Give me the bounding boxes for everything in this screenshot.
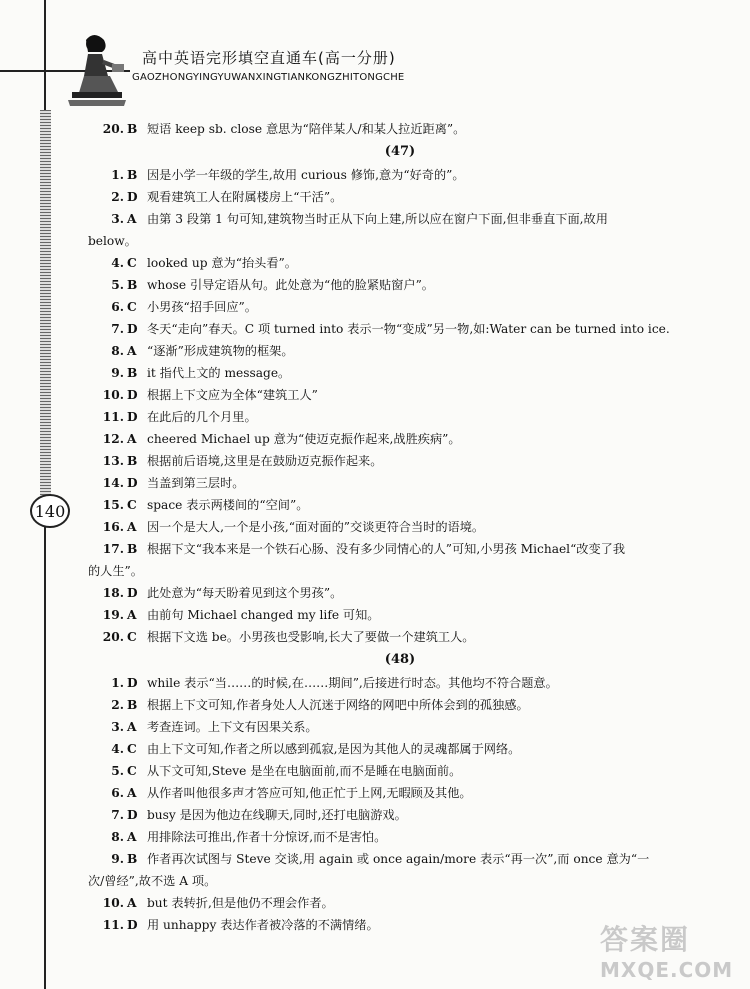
question-number: 17. [102,542,124,556]
explanation-text: 冬天“走向”春天。C 项 turned into 表示一物“变成”另一物,如:Water can be turned into ice. [147,322,670,336]
explanation-text: 从作者叫他很多声才答应可知,他正忙于上网,无暇顾及其他。 [147,786,472,800]
answer-line [88,450,712,472]
answer-line [88,252,712,274]
explanation-text: 用排除法可推出,作者十分惊讶,而不是害怕。 [147,830,387,844]
explanation-text: 观看建筑工人在附属楼房上“干活”。 [147,190,343,204]
watermark [600,918,740,984]
explanation-text: 根据上下文应为全体“建筑工人” [147,388,318,402]
question-number: 13. [102,454,124,468]
explanation-text: 因一个是大人,一个是小孩,“面对面的”交谈更符合当时的语境。 [147,520,485,534]
answer-letter: B [127,366,138,380]
explanation-text: looked up 意为“抬头看”。 [147,256,297,270]
explanation-text: 用 unhappy 表达作者被冷落的不满情绪。 [147,918,379,932]
question-number: 16. [102,520,124,534]
question-number: 8. [111,344,124,358]
explanation-text: 根据前后语境,这里是在鼓励迈克振作起来。 [147,454,383,468]
answer-line [88,118,712,140]
explanation-text: 根据下文选 be。小男孩也受影响,长大了要做一个建筑工人。 [147,630,475,644]
answer-letter: D [127,322,138,336]
answer-line [88,208,712,230]
answer-letter: B [127,278,138,292]
answer-letter: A [127,720,137,734]
question-number: 19. [102,608,124,622]
explanation-text: whose 引导定语从句。此处意为“他的脸紧贴窗户”。 [147,278,434,292]
question-number: 20. [102,122,124,136]
question-number: 4. [111,742,124,756]
question-number: 7. [111,322,124,336]
book-title: 高中英语完形填空直通车(高一分册) [142,49,396,67]
answer-explanations [88,118,712,936]
answer-letter: A [127,608,137,622]
answer-letter: B [127,122,138,136]
answer-line [88,384,712,406]
answer-line [88,626,712,648]
explanation-text: 在此后的几个月里。 [147,410,257,424]
answer-letter: A [127,896,137,910]
answer-line [88,760,712,782]
explanation-continuation: 的人生”。 [88,564,143,578]
answer-line [88,892,712,914]
question-number: 7. [111,808,124,822]
explanation-text: 此处意为“每天盼着见到这个男孩”。 [147,586,343,600]
answer-line [88,694,712,716]
page-number [30,494,70,528]
answer-line [88,516,712,538]
answer-letter: D [127,808,138,822]
answer-letter: D [127,410,138,424]
explanation-continuation: below。 [88,234,137,248]
answer-letter: A [127,344,137,358]
answer-line [88,428,712,450]
explanation-continuation: 次/曾经”,故不选 A 项。 [88,874,217,888]
answer-letter: B [127,698,138,712]
watermark-url: MXQE.COM [600,958,734,982]
question-number: 5. [111,764,124,778]
question-number: 10. [102,388,124,402]
question-number: 6. [111,300,124,314]
explanation-text: 根据上下文可知,作者身处人人沉迷于网络的网吧中所体会到的孤独感。 [147,698,529,712]
book-title-pinyin: GAOZHONGYINGYUWANXINGTIANKONGZHITONGCHE [132,72,405,83]
answer-letter: C [127,742,137,756]
answer-letter: B [127,852,138,866]
answer-letter: C [127,764,137,778]
question-number: 6. [111,786,124,800]
question-number: 12. [102,432,124,446]
answer-line [88,186,712,208]
explanation-text: 因是小学一年级的学生,故用 curious 修饰,意为“好奇的”。 [147,168,465,182]
answer-letter: D [127,676,138,690]
answer-letter: D [127,388,138,402]
question-number: 9. [111,366,124,380]
explanation-text: busy 是因为他边在线聊天,同时,还打电脑游戏。 [147,808,407,822]
answer-letter: C [127,256,137,270]
answer-line [88,274,712,296]
answer-letter: A [127,830,137,844]
answer-letter: D [127,586,138,600]
explanation-text: 由上下文可知,作者之所以感到孤寂,是因为其他人的灵魂都属于网络。 [147,742,521,756]
answer-letter: B [127,542,138,556]
watermark-title: 答案圈 [600,923,691,956]
answer-line [88,604,712,626]
answer-letter: D [127,476,138,490]
answer-line [88,782,712,804]
answer-letter: A [127,786,137,800]
question-number: 14. [102,476,124,490]
explanation-text: 考查连词。上下文有因果关系。 [147,720,318,734]
explanation-text: 当盖到第三层时。 [147,476,245,490]
question-number: 3. [111,720,124,734]
question-number: 11. [102,918,124,932]
answer-letter: A [127,432,137,446]
answer-letter: C [127,300,137,314]
answer-line [88,804,712,826]
question-number: 5. [111,278,124,292]
explanation-text: while 表示“当……的时候,在……期间”,后接进行时态。其他均不符合题意。 [147,676,558,690]
question-number: 1. [111,168,124,182]
explanation-text: 由前句 Michael changed my life 可知。 [147,608,380,622]
explanation-text: cheered Michael up 意为“使迈克振作起来,战胜疾病”。 [147,432,461,446]
section-heading: (48) [384,652,416,667]
answer-line [88,582,712,604]
explanation-text: 根据下文“我本来是一个铁石心肠、没有多少同情心的人”可知,小男孩 Michael“改变了我 [147,542,626,556]
question-number: 2. [111,190,124,204]
answer-line [88,494,712,516]
explanation-text: 短语 keep sb. close 意思为“陪伴某人/和某人拉近距离”。 [147,122,466,136]
answer-line [88,738,712,760]
reading-girl-illustration [64,30,130,108]
answer-line [88,826,712,848]
answer-letter: B [127,168,138,182]
question-number: 1. [111,676,124,690]
question-number: 3. [111,212,124,226]
question-number: 9. [111,852,124,866]
answer-letter: C [127,498,137,512]
question-number: 20. [102,630,124,644]
answer-line [88,672,712,694]
explanation-text: 小男孩“招手回应”。 [147,300,257,314]
explanation-text: “逐渐”形成建筑物的框架。 [147,344,294,358]
margin-decorative-strip [40,110,51,500]
question-number: 2. [111,698,124,712]
explanation-text: 从下文可知,Steve 是坐在电脑面前,而不是睡在电脑面前。 [147,764,462,778]
explanation-text: 作者再次试图与 Steve 交谈,用 again 或 once again/more 表示“再一次”,而 once 意为“一 [147,852,650,866]
answer-letter: A [127,520,137,534]
answer-letter: C [127,630,137,644]
explanation-text: 由第 3 段第 1 句可知,建筑物当时正从下向上建,所以应在窗户下面,但非垂直下面,故用 [147,212,608,226]
answer-line [88,164,712,186]
section-heading: (47) [384,144,416,159]
answer-letter: D [127,190,138,204]
answer-line [88,472,712,494]
answer-letter: A [127,212,137,226]
answer-letter: B [127,454,138,468]
question-number: 8. [111,830,124,844]
answer-line [88,296,712,318]
question-number: 18. [102,586,124,600]
answer-line [88,340,712,362]
answer-letter: D [127,918,138,932]
answer-line [88,848,712,870]
answer-line [88,406,712,428]
question-number: 11. [102,410,124,424]
question-number: 15. [102,498,124,512]
question-number: 10. [102,896,124,910]
answer-line [88,318,712,340]
answer-line [88,362,712,384]
question-number: 4. [111,256,124,270]
answer-line [88,716,712,738]
explanation-text: but 表转折,但是他仍不理会作者。 [147,896,334,910]
explanation-text: space 表示两楼间的“空间”。 [147,498,309,512]
page-number-text: 140 [34,501,66,521]
answer-line [88,538,712,560]
explanation-text: it 指代上文的 message。 [147,366,291,380]
